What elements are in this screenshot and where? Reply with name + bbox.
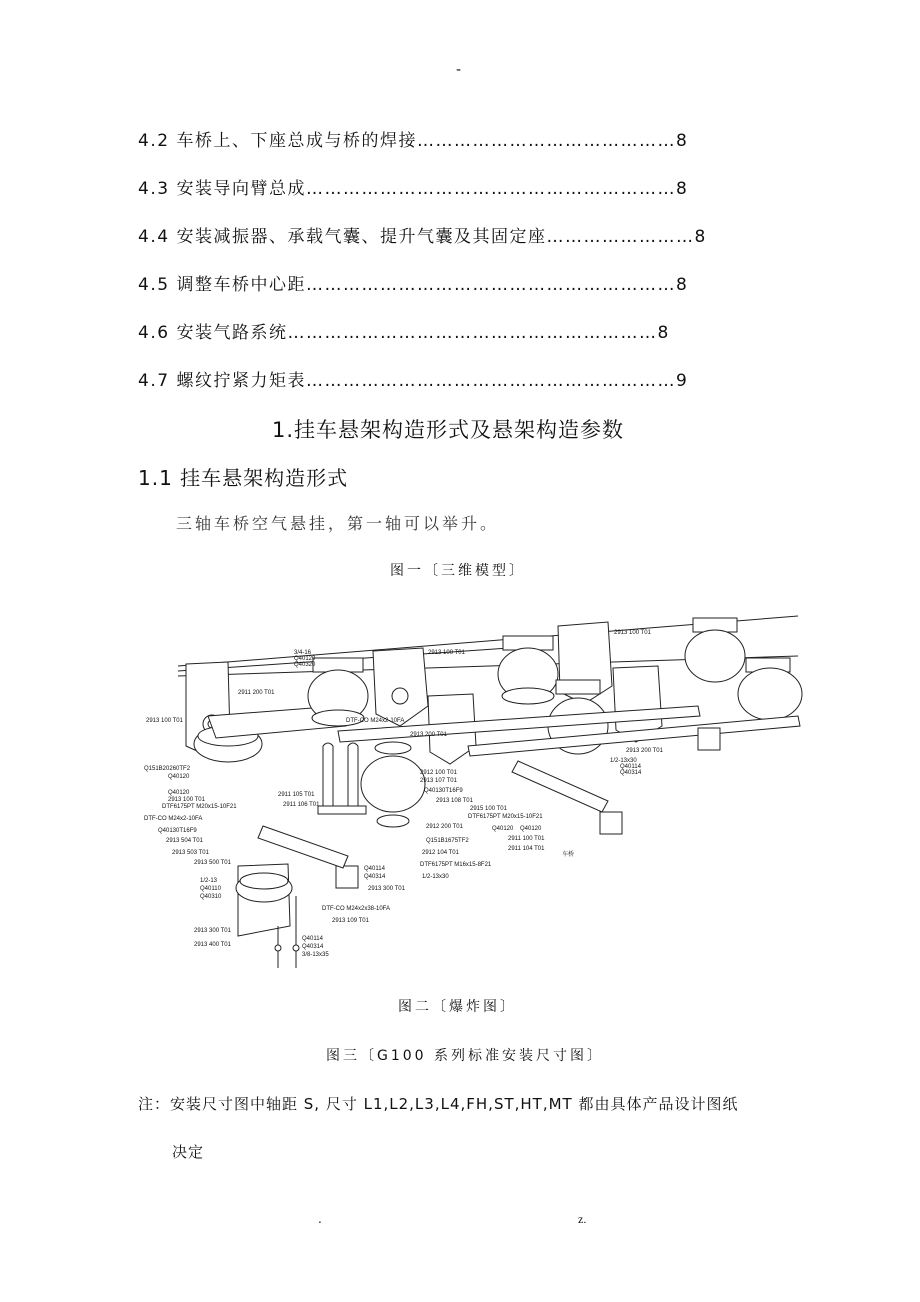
- diagram-label: 2913 109 T01: [332, 918, 369, 924]
- diagram-label: 2913 100 T01: [168, 797, 205, 803]
- diagram-label: 2913 300 T01: [368, 886, 405, 892]
- note-line-2: 决定: [172, 1143, 205, 1161]
- diagram-label: 2911 104 T01: [508, 846, 545, 852]
- diagram-label: 2913 107 T01: [420, 778, 457, 784]
- diagram-label: 2911 100 T01: [508, 836, 545, 842]
- diagram-label: DTF-CO M24x2x38-10FA: [322, 906, 391, 912]
- diagram-label: Q40320: [294, 662, 316, 668]
- diagram-label: Q40310: [200, 894, 222, 900]
- diagram-label: 3/4-16: [294, 650, 312, 656]
- diagram-label: Q40130T16F9: [424, 788, 463, 794]
- diagram-label: 2911 106 T01: [283, 802, 320, 808]
- diagram-label: DTF6175PT M20x15-10F21: [162, 804, 237, 810]
- diagram-label: Q40114: [302, 936, 323, 942]
- toc-entry-4-7[interactable]: 4.7 螺纹拧紧力矩表……………………………………………………9: [138, 371, 689, 391]
- diagram-label: 1/2-13x30: [610, 758, 637, 764]
- toc-entry-4-5[interactable]: 4.5 调整车桥中心距……………………………………………………8: [138, 275, 689, 295]
- diagram-label: DTF6175PT M16x15-8F21: [420, 862, 492, 868]
- diagram-label: DTF-CO M24x2-10FA: [144, 816, 203, 822]
- section-title: 1.挂车悬架构造形式及悬架构造参数: [272, 418, 625, 442]
- diagram-label: Q40120: [294, 656, 316, 662]
- toc-entry-4-3[interactable]: 4.3 安装导向臂总成……………………………………………………8: [138, 179, 689, 199]
- toc-entry-4-6[interactable]: 4.6 安装气路系统……………………………………………………8: [138, 323, 670, 343]
- diagram-label: 2913 100 T01: [614, 630, 651, 636]
- diagram-label: Q40120: [492, 826, 514, 832]
- diagram-label: 2911 200 T01: [238, 690, 275, 696]
- diagram-label: Q40114: [620, 764, 641, 770]
- diagram-label: Q40314: [364, 874, 386, 880]
- diagram-label: 3/8-13x35: [302, 952, 329, 958]
- diagram-label: Q40114: [364, 866, 385, 872]
- diagram-label: 2912 200 T01: [426, 824, 463, 830]
- diagram-label: 2913 200 T01: [410, 732, 447, 738]
- footer-right-mark: z.: [578, 1212, 587, 1226]
- diagram-label: 车桥: [562, 852, 575, 858]
- diagram-label: 2912 100 T01: [420, 770, 457, 776]
- note-line-1: 注：安装尺寸图中轴距 S, 尺寸 L1,L2,L3,L4,FH,ST,HT,MT 都由具体产品设计图纸: [138, 1095, 739, 1113]
- diagram-label: Q40120: [168, 774, 190, 780]
- figure1-caption: 图一〔三维模型〕: [390, 563, 526, 579]
- figure2-caption: 图二〔爆炸图〕: [398, 999, 517, 1015]
- diagram-label: DTF-CO M24x2-10FA: [346, 718, 405, 724]
- diagram-label: Q40120: [168, 790, 190, 796]
- body-paragraph: 三轴车桥空气悬挂，第一轴可以举升。: [176, 514, 500, 533]
- diagram-label: 2913 503 T01: [172, 850, 209, 856]
- diagram-label: 2913 100 T01: [146, 718, 183, 724]
- diagram-label: Q40110: [200, 886, 221, 892]
- diagram-label: 2913 500 T01: [194, 860, 231, 866]
- diagram-label: Q151B20260TF2: [144, 766, 191, 772]
- footer-left-mark: .: [318, 1212, 322, 1226]
- diagram-label: 2913 300 T01: [194, 928, 231, 934]
- toc-entry-4-4[interactable]: 4.4 安装减振器、承载气囊、提升气囊及其固定座……………………8: [138, 227, 707, 247]
- diagram-label: 2913 504 T01: [166, 838, 203, 844]
- diagram-label: 2913 400 T01: [194, 942, 231, 948]
- subsection-title: 1.1 挂车悬架构造形式: [138, 466, 349, 490]
- diagram-label: 2912 104 T01: [422, 850, 459, 856]
- diagram-label: 2913 108 T01: [436, 798, 473, 804]
- diagram-label: Q40314: [302, 944, 324, 950]
- diagram-label: 2911 105 T01: [278, 792, 315, 798]
- diagram-label: DTF6175PT M20x15-10F21: [468, 814, 543, 820]
- diagram-label: Q40120: [520, 826, 542, 832]
- diagram-label: 1/2-13: [200, 878, 218, 884]
- diagram-label: Q40130T16F9: [158, 828, 197, 834]
- diagram-label: 2913 200 T01: [626, 748, 663, 754]
- diagram-label: 2913 100 T01: [428, 650, 465, 656]
- toc-entry-4-2[interactable]: 4.2 车桥上、下座总成与桥的焊接……………………………………8: [138, 131, 689, 151]
- figure3-caption: 图三〔G100 系列标准安装尺寸图〕: [326, 1048, 605, 1064]
- diagram-label: 2915 100 T01: [470, 806, 507, 812]
- diagram-label: Q40314: [620, 770, 642, 776]
- diagram-label: Q151B1675TF2: [426, 838, 469, 844]
- diagram-label: 1/2-13x30: [422, 874, 449, 880]
- exploded-suspension-diagram: [138, 596, 808, 980]
- page-header-mark: -: [456, 62, 462, 78]
